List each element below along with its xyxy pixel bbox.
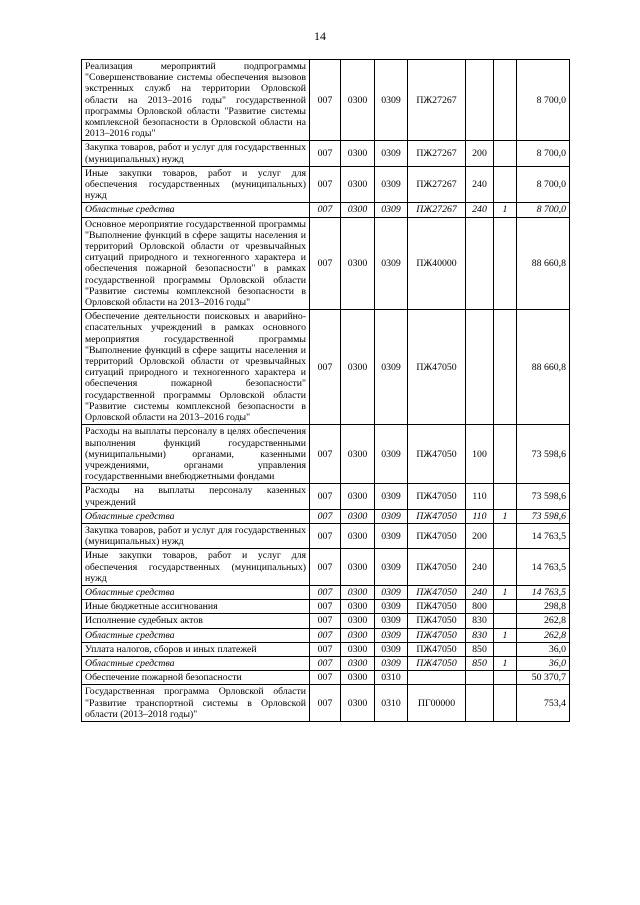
table-body [82, 60, 570, 722]
subsection-code-cell: 0309 [375, 600, 408, 614]
funding-source-cell [494, 600, 517, 614]
ministry-code-cell: 007 [310, 425, 341, 484]
amount-cell: 36,0 [517, 642, 570, 656]
expense-type-cell: 240 [466, 549, 494, 586]
ministry-code-cell: 007 [310, 642, 341, 656]
expense-type-cell: 240 [466, 203, 494, 217]
expense-type-cell: 110 [466, 509, 494, 523]
row-name-cell: Закупка товаров, работ и услуг для государственных (муниципальных) нужд [82, 523, 310, 548]
table-row [82, 484, 570, 509]
ministry-code-cell: 007 [310, 217, 341, 310]
section-code-cell: 0300 [341, 425, 375, 484]
table-row [82, 549, 570, 586]
ministry-code-cell: 007 [310, 166, 341, 203]
target-article-cell: ПЖ47050 [408, 549, 466, 586]
table-row [82, 310, 570, 425]
expense-type-cell: 240 [466, 585, 494, 599]
row-name-cell: Областные средства [82, 656, 310, 670]
funding-source-cell [494, 671, 517, 685]
ministry-code-cell: 007 [310, 585, 341, 599]
ministry-code-cell: 007 [310, 141, 341, 166]
table-row [82, 523, 570, 548]
table-row [82, 685, 570, 722]
page-number: 14 [314, 29, 326, 43]
amount-cell: 753,4 [517, 685, 570, 722]
funding-source-cell [494, 549, 517, 586]
target-article-cell: ПЖ47050 [408, 642, 466, 656]
subsection-code-cell: 0309 [375, 141, 408, 166]
subsection-code-cell: 0309 [375, 523, 408, 548]
table-row-subtotal [82, 628, 570, 642]
target-article-cell: ПЖ47050 [408, 425, 466, 484]
target-article-cell: ПЖ27267 [408, 203, 466, 217]
section-code-cell: 0300 [341, 60, 375, 141]
amount-cell: 8 700,0 [517, 60, 570, 141]
row-name-cell: Обеспечение деятельности поисковых и аварийно-спасательных учреждений в рамках основного мероприятия государственной программы "Выполнение функций в сфере защиты населения и территорий Орловской области от чрезвычайных ситуаций природного и техногенного характера и обеспечения пожарной безопасности" государственной программы Орловской области "Развитие системы комплексной безопасности в Орловской области на 2013–2016 годы" [82, 310, 310, 425]
subsection-code-cell: 0309 [375, 656, 408, 670]
expense-type-cell: 800 [466, 600, 494, 614]
amount-cell: 14 763,5 [517, 585, 570, 599]
ministry-code-cell: 007 [310, 203, 341, 217]
row-name-cell: Обеспечение пожарной безопасности [82, 671, 310, 685]
subsection-code-cell: 0309 [375, 614, 408, 628]
amount-cell: 8 700,0 [517, 203, 570, 217]
expense-type-cell: 240 [466, 166, 494, 203]
expense-type-cell: 200 [466, 523, 494, 548]
target-article-cell: ПЖ47050 [408, 600, 466, 614]
row-name-cell: Исполнение судебных актов [82, 614, 310, 628]
row-name-cell: Областные средства [82, 509, 310, 523]
funding-source-cell [494, 60, 517, 141]
row-name-cell: Иные закупки товаров, работ и услуг для обеспечения государственных (муниципальных) нужд [82, 549, 310, 586]
table-row [82, 166, 570, 203]
section-code-cell: 0300 [341, 585, 375, 599]
row-name-cell: Реализация мероприятий подпрограммы "Совершенствование системы обеспечения вызовов экстренных служб на территории Орловской области на 2013–2016 годы" государственной программы Орловской области "Развитие системы комплексной безопасности в Орловской области на 2013–2016 годы" [82, 60, 310, 141]
section-code-cell: 0300 [341, 217, 375, 310]
section-code-cell: 0300 [341, 600, 375, 614]
table-row-subtotal [82, 203, 570, 217]
target-article-cell: ПЖ47050 [408, 523, 466, 548]
target-article-cell: ПЖ27267 [408, 141, 466, 166]
row-name-cell: Иные закупки товаров, работ и услуг для обеспечения государственных (муниципальных) нужд [82, 166, 310, 203]
section-code-cell: 0300 [341, 310, 375, 425]
funding-source-cell: 1 [494, 585, 517, 599]
subsection-code-cell: 0310 [375, 671, 408, 685]
ministry-code-cell: 007 [310, 656, 341, 670]
funding-source-cell [494, 685, 517, 722]
section-code-cell: 0300 [341, 549, 375, 586]
table-row-subtotal [82, 509, 570, 523]
amount-cell: 36,0 [517, 656, 570, 670]
subsection-code-cell: 0309 [375, 217, 408, 310]
expense-type-cell: 100 [466, 425, 494, 484]
row-name-cell: Областные средства [82, 585, 310, 599]
section-code-cell: 0300 [341, 203, 375, 217]
row-name-cell: Расходы на выплаты персоналу в целях обеспечения выполнения функций государственными (муниципальными) органами, казенными учреждениями, органами управления государственными внебюджетными фондами [82, 425, 310, 484]
ministry-code-cell: 007 [310, 671, 341, 685]
ministry-code-cell: 007 [310, 484, 341, 509]
ministry-code-cell: 007 [310, 600, 341, 614]
ministry-code-cell: 007 [310, 549, 341, 586]
ministry-code-cell: 007 [310, 509, 341, 523]
budget-table [81, 59, 570, 722]
expense-type-cell: 850 [466, 642, 494, 656]
amount-cell: 50 370,7 [517, 671, 570, 685]
section-code-cell: 0300 [341, 484, 375, 509]
target-article-cell: ПЖ47050 [408, 614, 466, 628]
table-row [82, 671, 570, 685]
expense-type-cell: 110 [466, 484, 494, 509]
amount-cell: 14 763,5 [517, 549, 570, 586]
target-article-cell: ПЖ47050 [408, 628, 466, 642]
target-article-cell: ПЖ47050 [408, 585, 466, 599]
funding-source-cell [494, 614, 517, 628]
subsection-code-cell: 0309 [375, 628, 408, 642]
funding-source-cell [494, 523, 517, 548]
amount-cell: 88 660,8 [517, 310, 570, 425]
target-article-cell: ПЖ47050 [408, 310, 466, 425]
expense-type-cell [466, 60, 494, 141]
funding-source-cell: 1 [494, 509, 517, 523]
ministry-code-cell: 007 [310, 310, 341, 425]
funding-source-cell: 1 [494, 203, 517, 217]
section-code-cell: 0300 [341, 642, 375, 656]
amount-cell: 262,8 [517, 628, 570, 642]
row-name-cell: Закупка товаров, работ и услуг для государственных (муниципальных) нужд [82, 141, 310, 166]
section-code-cell: 0300 [341, 614, 375, 628]
funding-source-cell [494, 642, 517, 656]
table-row [82, 60, 570, 141]
funding-source-cell [494, 425, 517, 484]
amount-cell: 8 700,0 [517, 141, 570, 166]
target-article-cell [408, 671, 466, 685]
amount-cell: 73 598,6 [517, 425, 570, 484]
section-code-cell: 0300 [341, 166, 375, 203]
table-row [82, 600, 570, 614]
subsection-code-cell: 0309 [375, 310, 408, 425]
amount-cell: 73 598,6 [517, 509, 570, 523]
target-article-cell: ПЖ27267 [408, 60, 466, 141]
subsection-code-cell: 0309 [375, 203, 408, 217]
subsection-code-cell: 0309 [375, 509, 408, 523]
expense-type-cell [466, 217, 494, 310]
table-row [82, 614, 570, 628]
target-article-cell: ПГ00000 [408, 685, 466, 722]
expense-type-cell [466, 310, 494, 425]
row-name-cell: Областные средства [82, 203, 310, 217]
row-name-cell: Основное мероприятие государственной программы "Выполнение функций в сфере защиты населения и территорий Орловской области от чрезвычайных ситуаций природного и техногенного характера и обеспечения пожарной безопасности" в рамках государственной программы Орловской области "Развитие системы комплексной безопасности в Орловской области на 2013–2016 годы" [82, 217, 310, 310]
funding-source-cell [494, 310, 517, 425]
funding-source-cell: 1 [494, 628, 517, 642]
subsection-code-cell: 0309 [375, 425, 408, 484]
subsection-code-cell: 0309 [375, 549, 408, 586]
row-name-cell: Областные средства [82, 628, 310, 642]
target-article-cell: ПЖ47050 [408, 509, 466, 523]
amount-cell: 14 763,5 [517, 523, 570, 548]
target-article-cell: ПЖ40000 [408, 217, 466, 310]
section-code-cell: 0300 [341, 656, 375, 670]
ministry-code-cell: 007 [310, 523, 341, 548]
section-code-cell: 0300 [341, 141, 375, 166]
amount-cell: 262,8 [517, 614, 570, 628]
table-row [82, 141, 570, 166]
subsection-code-cell: 0309 [375, 642, 408, 656]
subsection-code-cell: 0309 [375, 585, 408, 599]
target-article-cell: ПЖ47050 [408, 656, 466, 670]
ministry-code-cell: 007 [310, 628, 341, 642]
ministry-code-cell: 007 [310, 685, 341, 722]
subsection-code-cell: 0310 [375, 685, 408, 722]
amount-cell: 88 660,8 [517, 217, 570, 310]
table-row [82, 217, 570, 310]
subsection-code-cell: 0309 [375, 60, 408, 141]
section-code-cell: 0300 [341, 523, 375, 548]
row-name-cell: Расходы на выплаты персоналу казенных учреждений [82, 484, 310, 509]
funding-source-cell [494, 141, 517, 166]
expense-type-cell [466, 685, 494, 722]
expense-type-cell: 830 [466, 614, 494, 628]
expense-type-cell: 850 [466, 656, 494, 670]
target-article-cell: ПЖ47050 [408, 484, 466, 509]
section-code-cell: 0300 [341, 685, 375, 722]
expense-type-cell: 830 [466, 628, 494, 642]
table-row-subtotal [82, 585, 570, 599]
expense-type-cell: 200 [466, 141, 494, 166]
funding-source-cell [494, 484, 517, 509]
table-row [82, 425, 570, 484]
section-code-cell: 0300 [341, 628, 375, 642]
amount-cell: 298,8 [517, 600, 570, 614]
amount-cell: 73 598,6 [517, 484, 570, 509]
funding-source-cell [494, 166, 517, 203]
row-name-cell: Иные бюджетные ассигнования [82, 600, 310, 614]
subsection-code-cell: 0309 [375, 484, 408, 509]
amount-cell: 8 700,0 [517, 166, 570, 203]
subsection-code-cell: 0309 [375, 166, 408, 203]
row-name-cell: Уплата налогов, сборов и иных платежей [82, 642, 310, 656]
ministry-code-cell: 007 [310, 614, 341, 628]
target-article-cell: ПЖ27267 [408, 166, 466, 203]
funding-source-cell [494, 217, 517, 310]
section-code-cell: 0300 [341, 509, 375, 523]
expense-type-cell [466, 671, 494, 685]
section-code-cell: 0300 [341, 671, 375, 685]
table-row-subtotal [82, 656, 570, 670]
ministry-code-cell: 007 [310, 60, 341, 141]
funding-source-cell: 1 [494, 656, 517, 670]
row-name-cell: Государственная программа Орловской области "Развитие транспортной системы в Орловской области (2013–2018 годы)" [82, 685, 310, 722]
table-row [82, 642, 570, 656]
